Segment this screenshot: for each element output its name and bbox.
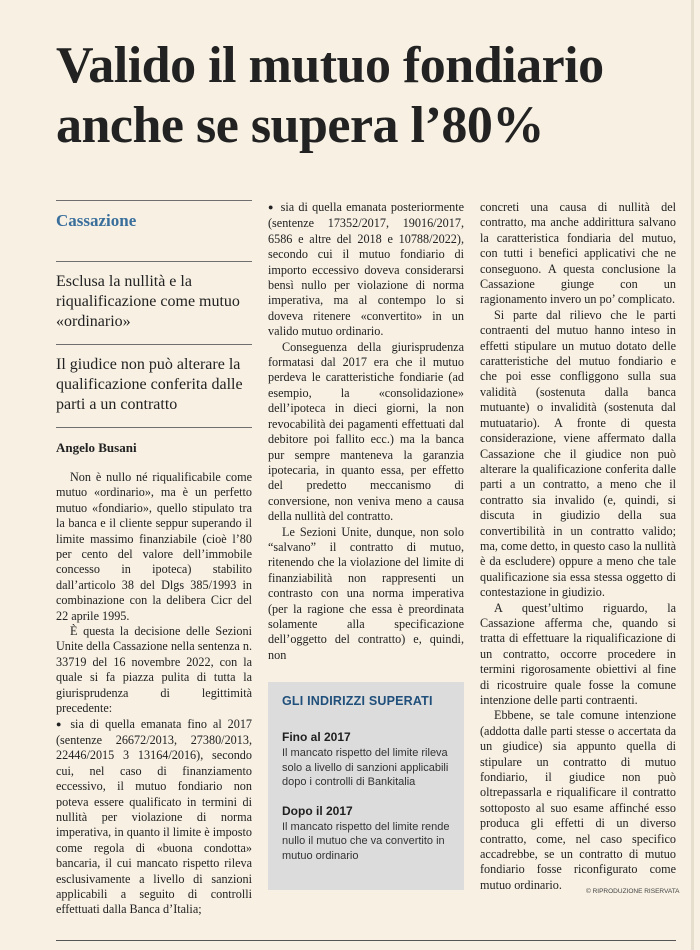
box-title: GLI INDIRIZZI SUPERATI: [282, 694, 433, 708]
bottom-divider: [56, 940, 676, 941]
headline-line-1: Valido il mutuo fondiario: [56, 37, 604, 94]
divider: [56, 200, 252, 201]
divider: [56, 427, 252, 428]
box-item-text: Il mancato rispetto del limite rileva solo a livello di sanzioni applicabili dopo i controlli di Bankitalia: [282, 747, 449, 788]
article-column-2: [268, 200, 464, 663]
paragraph-bullet: [268, 200, 464, 340]
paragraph-text: sia di quella emanata fino al 2017 (sentenze 26672/2013, 27380/2013, 22446/2015 3 13164/2016), secondo cui, nel caso di finanziamento eccessivo, il mutuo fondiario non poteva essere qualificato in termini di nullità per violazione di norma imperativa, in quanto il limite è imposto come regola di «buona condotta» bancaria, il cui mancato rispetto rileva esclusivamente a livello di sanzioni applicabili a seguito di controlli effettuati dalla Banca d’Italia;: [56, 716, 253, 917]
box-item-heading: Dopo il 2017: [282, 803, 353, 818]
page-edge: [691, 0, 694, 950]
divider: [56, 344, 252, 345]
article-body: [268, 200, 464, 663]
article-body: [56, 470, 252, 918]
paragraph: Conseguenza della giurisprudenza formatasi dal 2017 era che il mutuo perdeva le caratteristiche fondiarie (ad esempio, la «consolidazione» dell’ipoteca in dieci giorni, la non revocabilità dei pagamenti effettuati dal debitore poi fallito ecc.) ma la banca pur sempre manteneva la garanzia ipotecaria, in quanto essa, per effetto del predetto meccanismo di conversione, non veniva meno a causa della nullità del contratto.: [268, 339, 464, 524]
paragraph: Non è nullo né riqualificabile come mutuo «ordinario», ma è un perfetto mutuo «fondiario», quello stipulato tra la banca e il cliente seppur superando il limite massimo finanziabile (cioè l’80 per cento del valore dell’immobile concesso in ipoteca) stabilito dall’articolo 38 del Dlgs 385/1993 in combinazione con la delibera Cicr del 22 aprile 1995.: [56, 470, 252, 623]
bullet-icon: [268, 200, 281, 214]
paragraph-bullet: [56, 717, 252, 918]
section-label: Cassazione: [56, 211, 137, 230]
paragraph: Si parte dal rilievo che le parti contraenti del mutuo hanno inteso in effetti stipulare un mutuo dotato delle caratteristiche del mutuo fondiario e che poi esse confliggono sulla sua validità (sostenuta dalla banca mutuante) o invalidità (sostenuta dal mutuatario). A fronte di questa considerazione, viene affermato dalla Cassazione che il giudice non può alterare la qualificazione conferita dalle parti a un contratto, a meno che il contratto sia invalido (e, quindi, si discuta in giudizio della sua convertibilità in un contratto valido; ma, come detto, in questo caso la nullità è da escludere) oppure a meno che tale qualificazione sia essa stessa oggetto di contestazione in giudizio.: [480, 307, 676, 600]
paragraph: Le Sezioni Unite, dunque, non solo “salvano” il contratto di mutuo, ritenendo che la violazione del limite di finanziabilità non rappresenti un contrasto con una norma imperativa (per la ragione che essa è preordinata solamente alla specificazione dell’oggetto del contratto) e, quindi, non: [268, 524, 464, 662]
article-column-1: [56, 200, 252, 918]
paragraph-text: sia di quella emanata posteriormente (sentenze 17352/2017, 19016/2017, 6586 e altre del 2018 e 10788/2022), secondo cui il mutuo fondiario di importo eccessivo doveva considerarsi bensì nullo per violazione di norma imperativa, ma al contempo lo si doveva ritenere «convertito» in un valido mutuo ordinario.: [268, 200, 465, 339]
article-column-3: [480, 200, 676, 893]
subhead-1: Esclusa la nullità e la riqualificazione come mutuo «ordinario»: [56, 273, 240, 330]
bullet-icon: [56, 717, 70, 731]
paragraph: Ebbene, se tale comune intenzione (addotta dalle parti stesse o accertata da un giudice) sia appunto quella di stipulare un contratto di mutuo fondiario, il giudice non può oltrepassarla e riqualificare il contratto sottoposto al suo esame affinché esso produca gli effetti di un diverso contratto, come, nel caso specifico accadrebbe, se un contratto di mutuo fondiario fosse riconfigurato come mutuo ordinario.: [480, 708, 676, 892]
headline-line-2: anche se supera l’80%: [56, 97, 544, 154]
headline: [56, 36, 656, 156]
author-byline: Angelo Busani: [56, 440, 137, 455]
paragraph: È questa la decisione delle Sezioni Unite della Cassazione nella sentenza n. 33719 del 16 novembre 2022, con la quale si fa piazza pulita di tutta la giurisprudenza di legittimità precedente:: [56, 624, 252, 716]
sidebar-box: [268, 682, 464, 890]
paragraph: A quest’ultimo riguardo, la Cassazione afferma che, quando si tratta di effettuare la riqualificazione di un contratto, occorre procedere in termini rigorosamente obiettivi al fine di ricostruire quale fosse la comune intenzione delle parti contraenti.: [480, 600, 676, 707]
paragraph: concreti una causa di nullità del contratto, ma anche addirittura salvano la caratteristica fondiaria del mutuo, con tutti i benefici applicativi che ne conseguono. A questa conclusione la Cassazione giunge con un ragionamento invero un po’ complicato.: [480, 200, 676, 307]
copyright-notice: © RIPRODUZIONE RISERVATA: [586, 888, 680, 895]
box-item-text: Il mancato rispetto del limite rende nullo il mutuo che va convertito in mutuo ordinario: [282, 820, 450, 862]
subhead-2: Il giudice non può alterare la qualificazione conferita dalle parti a un contratto: [56, 356, 243, 413]
divider: [56, 261, 252, 262]
article-body: [480, 200, 676, 893]
box-item-heading: Fino al 2017: [282, 730, 351, 744]
